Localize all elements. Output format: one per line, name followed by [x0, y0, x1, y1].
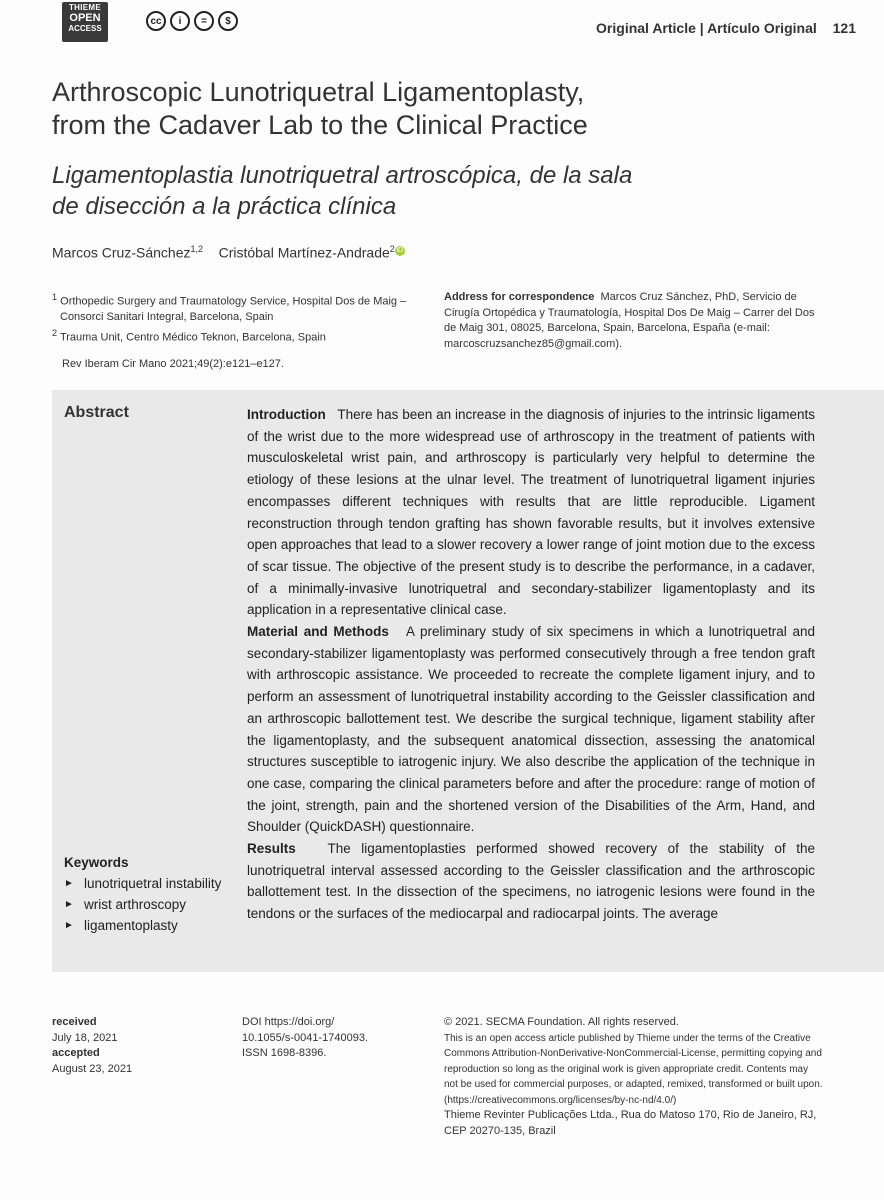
author-name: Marcos Cruz-Sánchez	[52, 244, 191, 261]
results-text: The ligamentoplasties performed showed recovery of the stability of the lunotriquetral interval assessed according to the Geissler classification and the arthroscopic ballottement test. In the dissection of the specimens, no iatrogenic lesions were found in the tendons or the surfaces of the mediocarpal and radiocarpal joints. The average	[247, 841, 815, 922]
article-title-spanish	[52, 160, 832, 222]
page-number: 121	[832, 20, 856, 36]
methods-heading: Material and Methods	[247, 624, 389, 640]
copyright-line: © 2021. SECMA Foundation. All rights reserved.	[444, 1016, 679, 1028]
doi-block	[242, 1015, 368, 1062]
abstract-introduction	[247, 404, 815, 621]
logo-line-3: ACCESS	[68, 24, 102, 33]
author-list	[52, 244, 405, 261]
keywords-list	[64, 873, 234, 936]
orcid-icon[interactable]: iD	[396, 247, 404, 254]
accepted-label: accepted	[52, 1047, 100, 1059]
nc-icon: $	[218, 11, 238, 31]
rights-statement	[444, 1015, 824, 1139]
title-en-line-2: from the Cadaver Lab to the Clinical Practice	[52, 110, 588, 140]
doi-line-1[interactable]: DOI https://doi.org/	[242, 1016, 335, 1028]
abstract-results	[247, 838, 815, 925]
title-es-line-1: Ligamentoplastia lunotriquetral artroscópica, de la sala	[52, 162, 633, 189]
abstract-heading: Abstract	[64, 404, 129, 421]
thieme-open-access-logo	[62, 2, 108, 42]
keyword-text: wrist arthroscopy	[84, 897, 187, 912]
abstract-body	[247, 404, 815, 925]
arrow-bullet-icon: ►	[64, 878, 74, 889]
affiliation-number: 1	[52, 292, 58, 302]
doi-line-2[interactable]: 10.1055/s-0041-1740093.	[242, 1031, 368, 1044]
keywords-heading: Keywords	[64, 855, 129, 870]
publisher-address: Thieme Revinter Publicações Ltda., Rua do Matoso 170, Rio de Janeiro, RJ, CEP 20270-135, Brazil	[444, 1109, 817, 1137]
correspondence-text: Marcos Cruz Sánchez, PhD, Servicio de Cirugía Ortopédica y Traumatología, Hospital Dos De Maig – Carrer del Dos de Maig 301, 08025, Barcelona, Spain, Barcelona, España (e-mail: marcoscruzsanchez85@gmail.com).	[444, 291, 815, 350]
affiliation-text: Trauma Unit, Centro Médico Teknon, Barcelona, Spain	[59, 331, 326, 344]
keyword-item	[64, 873, 234, 894]
affiliation-text: Orthopedic Surgery and Traumatology Service, Hospital Dos de Maig – Consorci Sanitari Integral, Barcelona, Spain	[60, 295, 407, 324]
article-dates	[52, 1015, 132, 1077]
article-title-english	[52, 76, 832, 142]
arrow-bullet-icon: ►	[64, 899, 74, 910]
keyword-text: ligamentoplasty	[84, 918, 178, 933]
affiliation-item	[52, 290, 432, 326]
license-text: This is an open access article published by Thieme under the terms of the Creative Commons Attribution-NonDerivative-NonCommercial-License, permitting copying and reproduction so long as the original work is given appropriate credit. Contents may not be used for commercial purposes, or adapted, remixed, transformed or built upon. (https://creativecommons.org/licenses/by-nc-nd/4.0/)	[444, 1032, 823, 1106]
by-icon: i	[170, 11, 190, 31]
affiliations	[52, 290, 432, 346]
title-es-line-2: de disección a la práctica clínica	[52, 193, 397, 220]
results-heading: Results	[247, 841, 296, 857]
methods-text: A preliminary study of six specimens in which a lunotriquetral and secondary-stabilizer ligamentoplasty was performed consecutively through a free tendon graft with arthroscopic assistance. We proceeded to recreate the complete ligament injury, and to perform an assessment of lunotriquetral instability according to the Geissler classification and an arthroscopic ballottement test. We describe the surgical technique, ligament stability after the ligamentoplasty, and the subsequent anatomical dissection, assessing the anatomical structures susceptible to iatrogenic injury. We also describe the application of the technique in one case, comparing the clinical parameters before and after the procedure: range of motion of the joint, strength, pain and the shortened version of the Disabilities of the Arm, Hand, and Shoulder (QuickDASH) questionnaire.	[247, 624, 815, 835]
author-affil-sup: 1,2	[190, 244, 204, 254]
logo-line-2: OPEN	[69, 12, 101, 24]
keyword-text: lunotriquetral instability	[84, 876, 222, 891]
keyword-item	[64, 894, 234, 915]
received-label: received	[52, 1016, 97, 1028]
affiliation-number: 2	[52, 327, 58, 338]
cc-icon: cc	[146, 11, 166, 31]
keyword-item	[64, 915, 234, 936]
nd-icon: =	[194, 11, 214, 31]
keywords-section	[64, 852, 234, 936]
issn-line: ISSN 1698-8396.	[242, 1047, 327, 1059]
intro-text: There has been an increase in the diagnosis of injuries to the intrinsic ligaments of the wrist due to the more widespread use of arthroscopy in the treatment of patients with musculoskeletal wrist pain, and arthroscopy is particularly very helpful to determine the etiology of these lesions at the ulnar level. The treatment of lunotriquetral ligament injuries encompasses different techniques with results that are little reproducible. Ligament reconstruction through tendon grafting has shown favorable results, but it involves extensive open approaches that lead to a slower recovery a lower range of joint motion due to the excess of scar tissue. The objective of the present study is to describe the performance, in a cadaver, of a minimally-invasive lunotriquetral and secondary-stabilizer ligamentoplasty and its application in a representative clinical case.	[247, 407, 815, 618]
citation: Rev Iberam Cir Mano 2021;49(2):e121–e127.	[62, 358, 284, 370]
accepted-date: August 23, 2021	[52, 1062, 133, 1075]
correspondence-address	[444, 290, 824, 352]
correspondence-label: Address for correspondence	[444, 291, 595, 303]
title-en-line-1: Arthroscopic Lunotriquetral Ligamentoplasty,	[52, 77, 585, 107]
abstract-methods	[247, 621, 815, 838]
logo-line-1: THIEME	[68, 3, 102, 12]
license-icons	[146, 11, 238, 31]
received-date: July 18, 2021	[52, 1031, 118, 1044]
author-affil-sup: 2	[389, 244, 395, 254]
arrow-bullet-icon: ►	[64, 920, 74, 931]
intro-heading: Introduction	[247, 407, 326, 422]
affiliation-item	[52, 326, 432, 346]
running-header	[596, 20, 856, 36]
author-name: Cristóbal Martínez-Andrade	[218, 244, 390, 261]
section-label: Original Article | Artículo Original	[596, 20, 817, 36]
